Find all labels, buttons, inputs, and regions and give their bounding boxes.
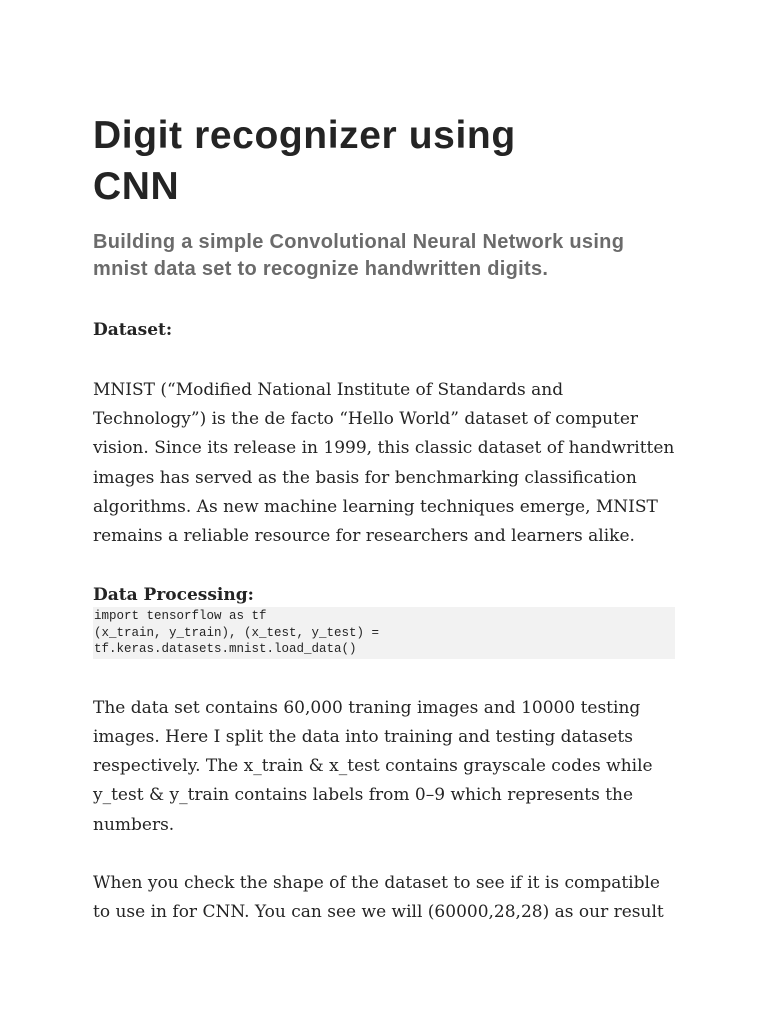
article	[93, 110, 683, 927]
dataset-paragraph: MNIST (“Modified National Institute of Standards and Technology”) is the de facto “Hello World” dataset of computer vision. Since its release in 1999, this classic dataset of handwritten images has served as the basis for benchmarking classification algorithms. As new machine learning techniques emerge, MNIST remains a reliable resource for researchers and learners alike.	[93, 380, 675, 547]
code-line: (x_train, y_train), (x_test, y_test) =	[94, 625, 380, 640]
code-line: tf.keras.datasets.mnist.load_data()	[94, 642, 357, 657]
data-processing-heading: Data Processing:	[93, 585, 254, 606]
code-block	[93, 607, 675, 659]
split-paragraph: The data set contains 60,000 traning images and 10000 testing images. Here I split the data into training and testing datasets respectively. The x_train & x_test contains grayscale codes while y_test & y_train contains labels from 0–9 which represents the numbers.	[93, 697, 653, 835]
article-subtitle: Building a simple Convolutional Neural Network using mnist data set to recognize handwritten digits.	[93, 231, 625, 280]
dataset-heading: Dataset:	[93, 320, 173, 340]
code-line: import tensorflow as tf	[94, 609, 267, 624]
article-title: Digit recognizer using CNN	[93, 114, 516, 208]
shape-paragraph: When you check the shape of the dataset to see if it is compatible to use in for CNN. You can see we will (60000,28,28) as our result	[93, 872, 664, 922]
